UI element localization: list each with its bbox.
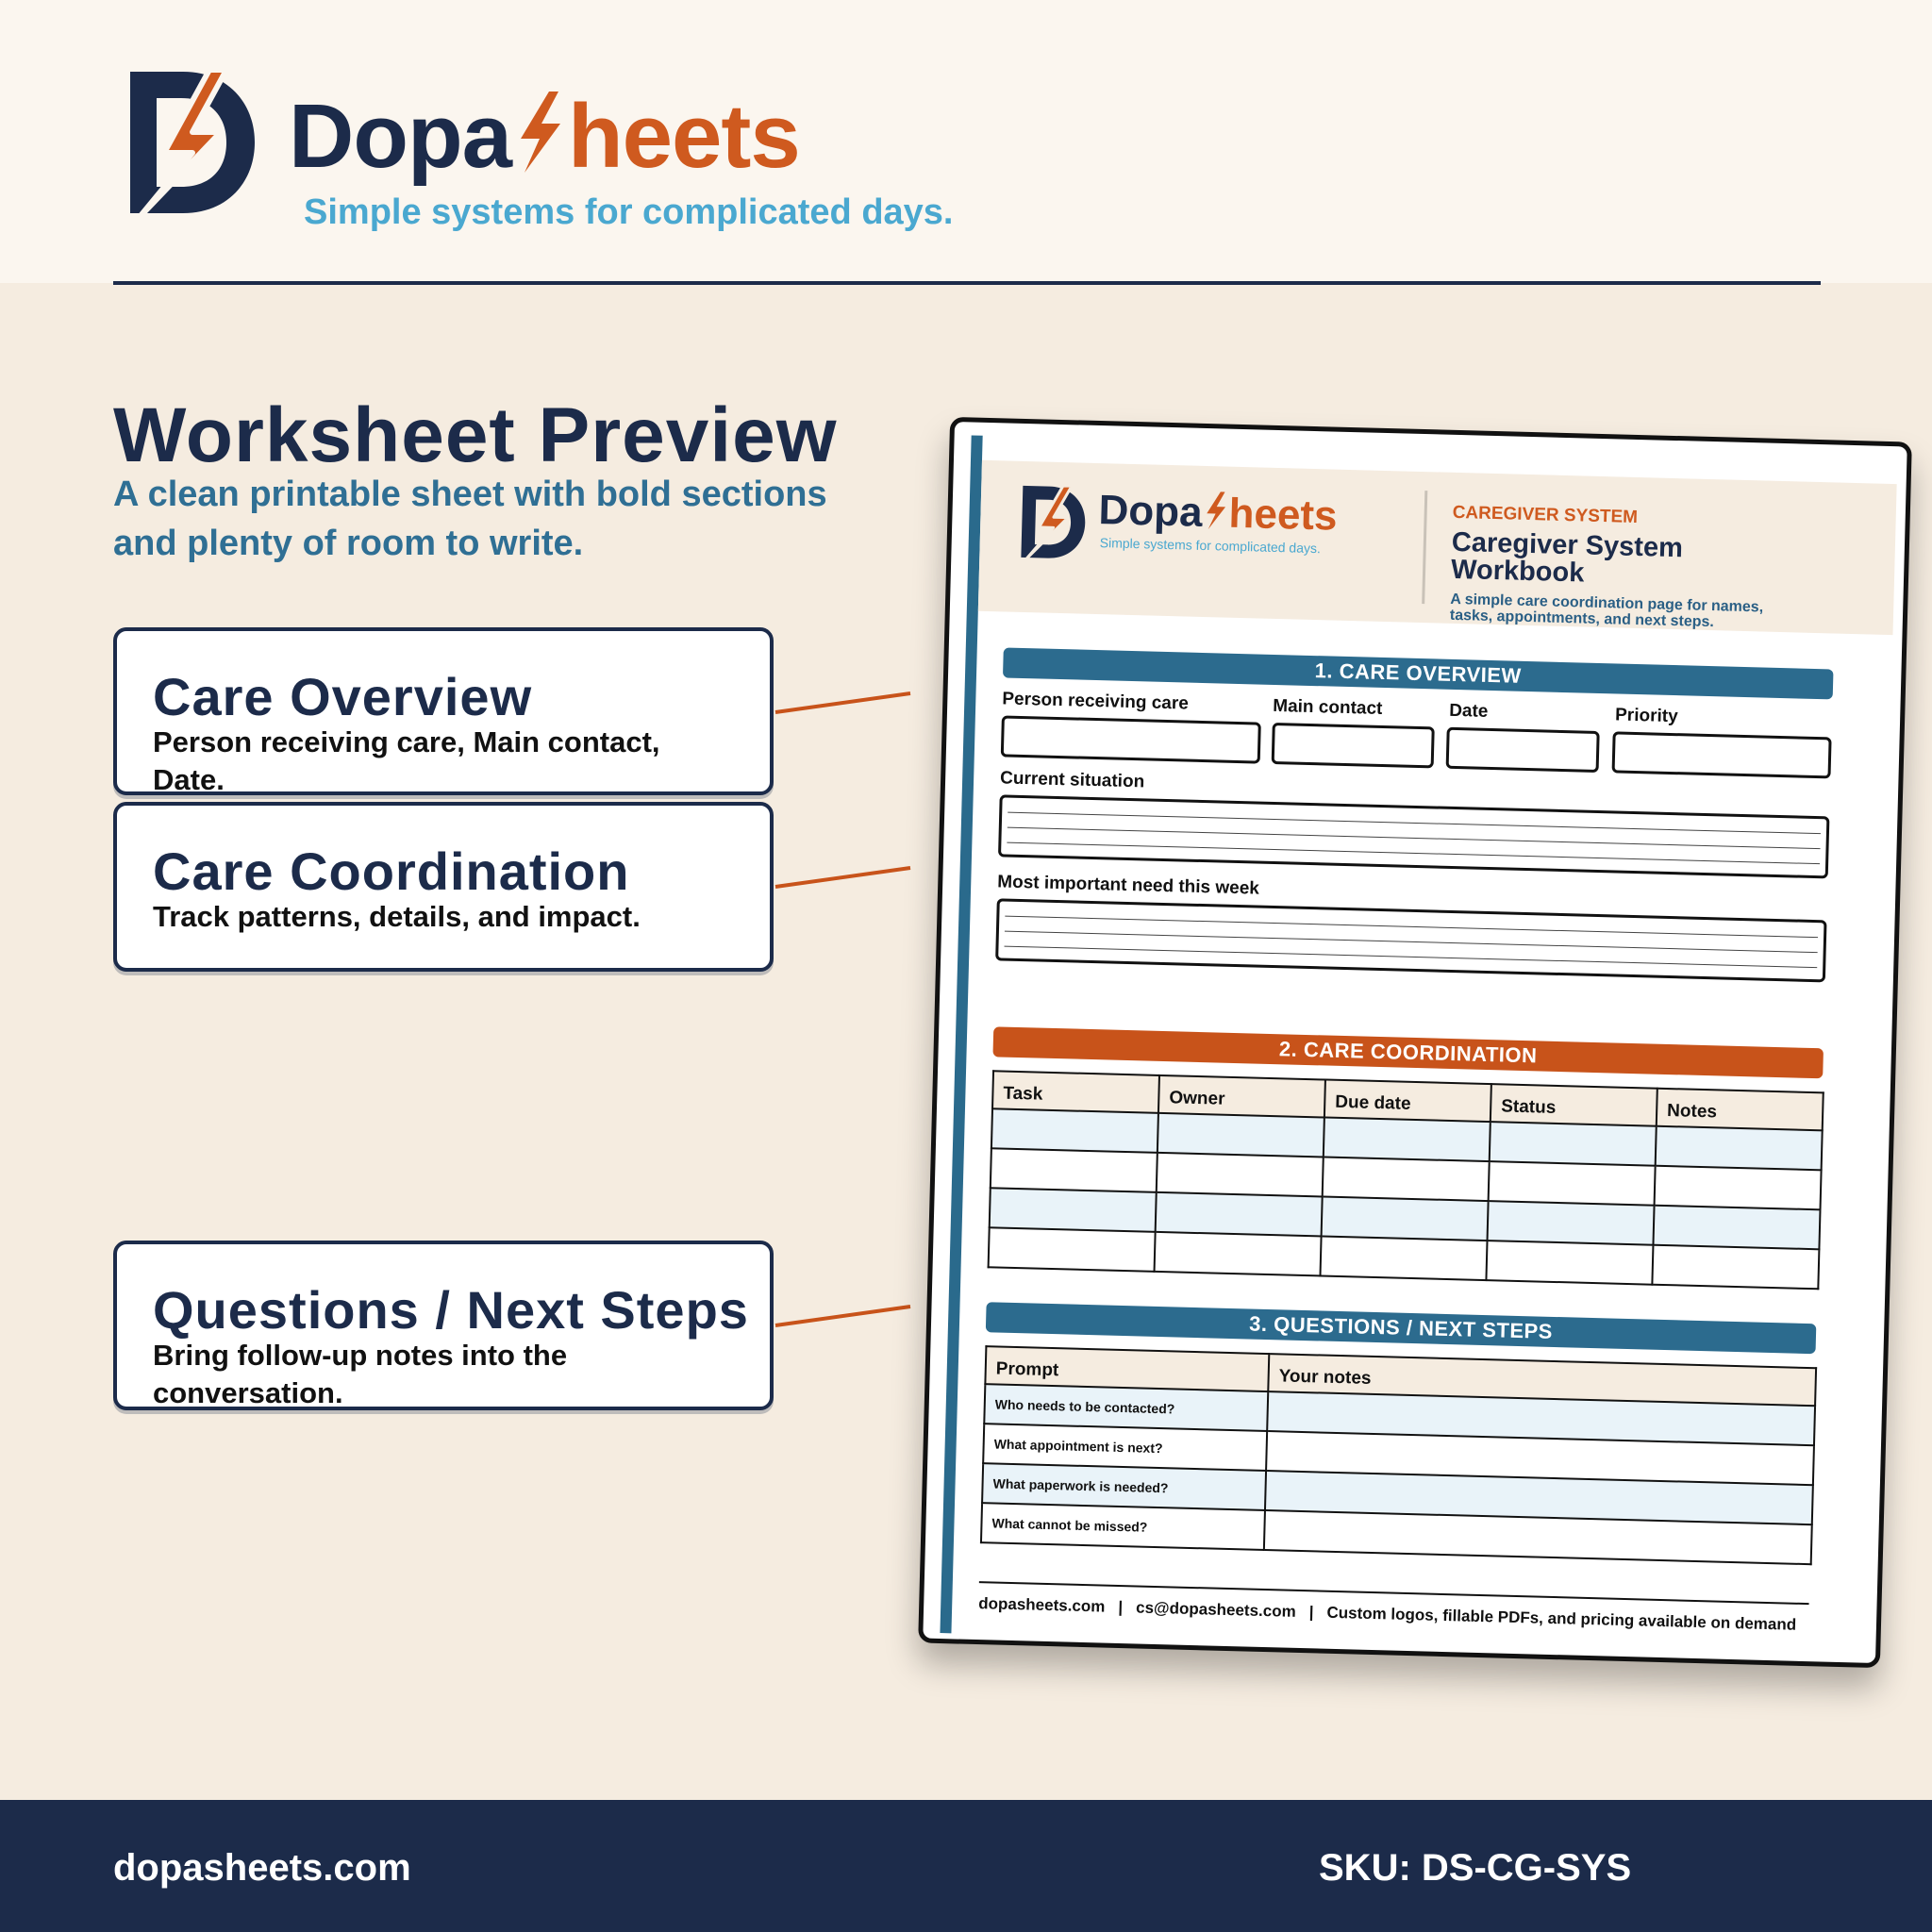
sheet-side-stripe <box>940 435 982 1633</box>
column-header: Your notes <box>1268 1354 1816 1406</box>
sheet-title: Caregiver System Workbook <box>1450 526 1684 589</box>
callout-title: Questions / Next Steps <box>153 1280 749 1340</box>
table-cell[interactable] <box>1157 1153 1324 1197</box>
table-cell[interactable] <box>1158 1113 1324 1158</box>
page-title: Worksheet Preview <box>113 392 838 478</box>
table-cell[interactable] <box>1489 1161 1656 1206</box>
sheet-footer-site: dopasheets.com <box>978 1594 1106 1616</box>
prompt-cell: What appointment is next? <box>983 1424 1267 1471</box>
connector-line <box>775 693 910 712</box>
footer-separator: | <box>1118 1597 1124 1617</box>
section-heading-care-overview: 1. CARE OVERVIEW <box>1003 647 1834 699</box>
sheet-brand-wordmark: Dopa heets <box>1098 487 1339 540</box>
callout-description: Person receiving care, Main contact, Date. <box>153 725 660 796</box>
section-heading-care-coordination: 2. CARE COORDINATION <box>992 1026 1824 1078</box>
sheet-footer-note: Custom logos, fillable PDFs, and pricing available on demand <box>1326 1603 1797 1634</box>
brand-wordmark: Dopa heets <box>289 86 800 187</box>
column-header: Status <box>1491 1084 1657 1126</box>
field-label: Main contact <box>1273 695 1383 719</box>
field-label: Person receiving care <box>1002 689 1190 714</box>
questions-table <box>980 1345 1817 1565</box>
most-important-need-field[interactable] <box>995 898 1826 982</box>
callout-description: Bring follow-up notes into the conversation. <box>153 1339 568 1409</box>
footer-url: dopasheets.com <box>113 1847 411 1889</box>
table-cell[interactable] <box>1486 1241 1653 1285</box>
table-cell[interactable] <box>1490 1122 1657 1166</box>
page-subtitle: A clean printable sheet with bold sections and plenty of room to write. <box>113 475 827 563</box>
sheet-brand-tagline: Simple systems for complicated days. <box>1099 535 1322 557</box>
d-bolt-logo-icon <box>1017 482 1089 563</box>
table-cell[interactable] <box>1323 1157 1490 1201</box>
column-header: Due date <box>1324 1080 1491 1123</box>
field-label: Priority <box>1614 705 1678 727</box>
table-cell[interactable] <box>1656 1126 1823 1171</box>
callout-title: Care Overview <box>153 667 533 726</box>
callout-title: Care Coordination <box>153 841 630 901</box>
column-header: Owner <box>1158 1075 1325 1118</box>
callout-care-overview <box>113 627 774 795</box>
sheet-description: A simple care coordination page for names, tasks, appointments, and next steps. <box>1449 591 1764 631</box>
table-cell[interactable] <box>989 1227 1156 1272</box>
main-contact-field[interactable] <box>1272 723 1435 768</box>
table-cell[interactable] <box>1652 1245 1819 1290</box>
d-bolt-logo-icon <box>123 66 260 219</box>
current-situation-field[interactable] <box>998 794 1829 878</box>
bolt-icon <box>511 90 568 175</box>
field-label: Date <box>1448 700 1489 722</box>
connector-line <box>775 1307 910 1325</box>
header-divider <box>113 281 1821 285</box>
connector-line <box>775 868 910 887</box>
section-heading-questions-next-steps: 3. QUESTIONS / NEXT STEPS <box>986 1302 1817 1354</box>
sheet-footer-email: cs@dopasheets.com <box>1135 1598 1296 1621</box>
table-cell[interactable] <box>991 1108 1158 1153</box>
worksheet-preview <box>918 417 1912 1668</box>
table-cell[interactable] <box>1655 1166 1822 1210</box>
prompt-cell: What cannot be missed? <box>981 1503 1265 1550</box>
table-cell[interactable] <box>1324 1118 1491 1162</box>
brand-tagline: Simple systems for complicated days. <box>304 192 954 232</box>
coordination-table <box>988 1070 1824 1290</box>
table-cell[interactable] <box>1322 1196 1489 1241</box>
column-header: Notes <box>1657 1089 1824 1131</box>
table-cell[interactable] <box>991 1148 1158 1192</box>
callout-care-coordination <box>113 802 774 972</box>
prompt-cell: What paperwork is needed? <box>982 1463 1266 1510</box>
sheet-kicker: CAREGIVER SYSTEM <box>1452 502 1639 527</box>
table-cell[interactable] <box>1155 1232 1322 1276</box>
priority-field[interactable] <box>1612 731 1832 778</box>
table-cell[interactable] <box>1653 1206 1820 1250</box>
bolt-icon <box>1202 491 1229 531</box>
column-header: Prompt <box>985 1346 1269 1391</box>
worksheet-page <box>918 417 1912 1668</box>
table-cell[interactable] <box>1320 1236 1487 1280</box>
field-label: Current situation <box>999 768 1145 792</box>
column-header: Task <box>992 1071 1159 1113</box>
callout-questions-next-steps <box>113 1241 774 1410</box>
field-label: Most important need this week <box>997 872 1260 899</box>
table-cell[interactable] <box>1156 1192 1323 1237</box>
footer-separator: | <box>1308 1603 1314 1622</box>
date-field[interactable] <box>1446 727 1600 773</box>
footer-sku: SKU: DS-CG-SYS <box>1319 1847 1632 1889</box>
callout-description: Track patterns, details, and impact. <box>153 900 641 933</box>
person-receiving-care-field[interactable] <box>1001 715 1261 763</box>
table-cell[interactable] <box>990 1188 1157 1232</box>
table-cell[interactable] <box>1488 1201 1655 1245</box>
prompt-cell: Who needs to be contacted? <box>984 1384 1268 1431</box>
